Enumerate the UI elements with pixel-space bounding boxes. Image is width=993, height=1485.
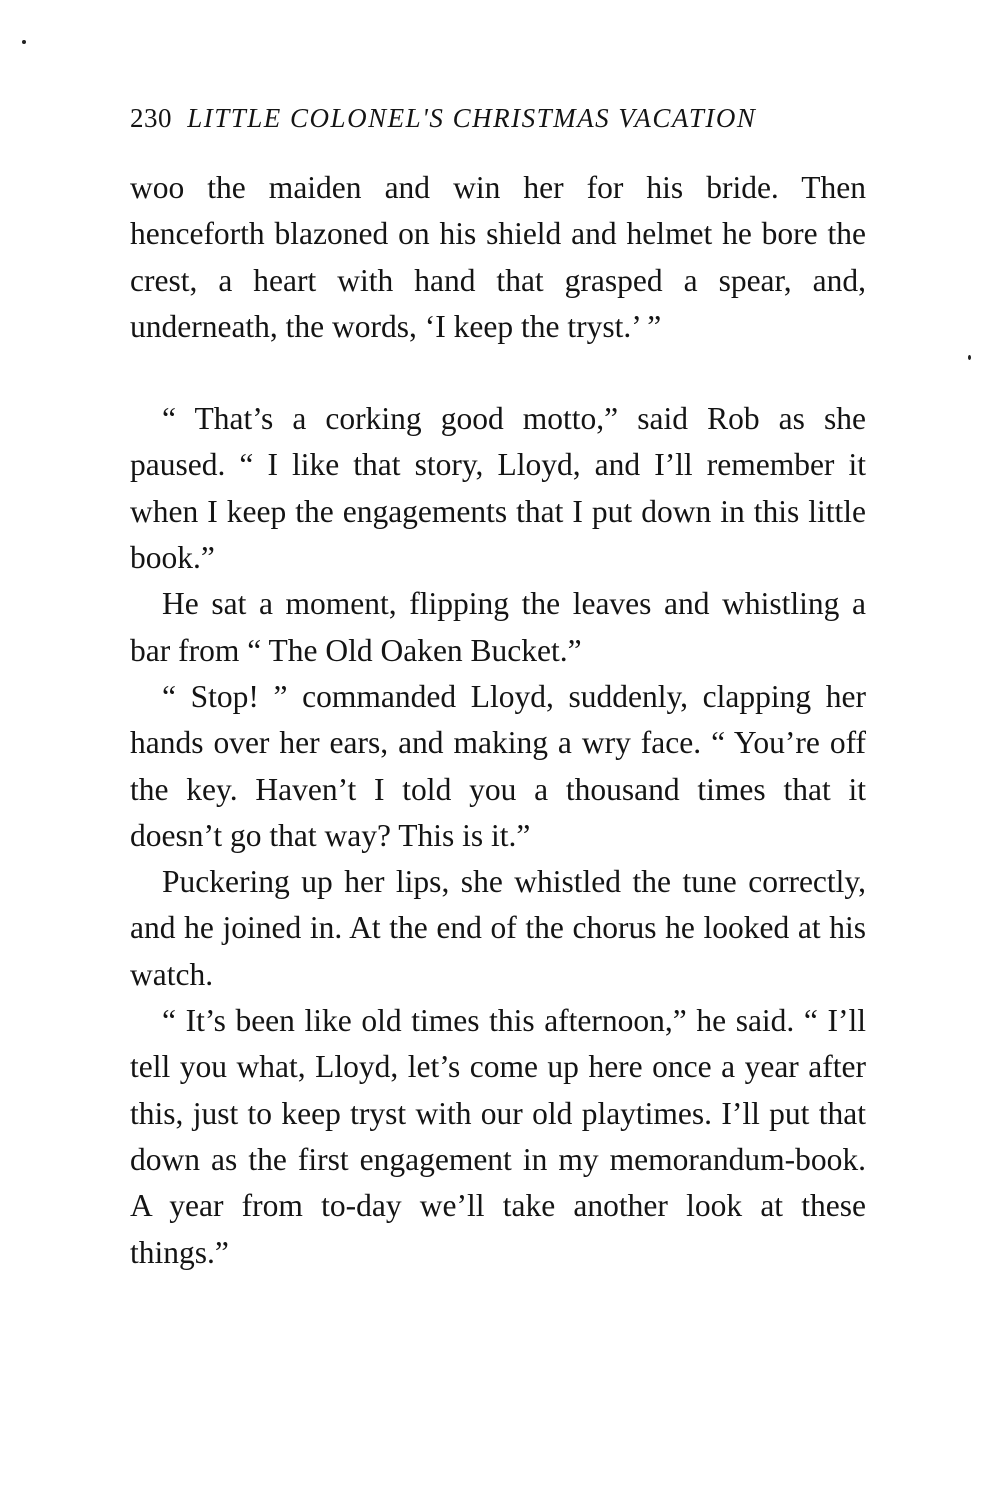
- scan-speck: [968, 355, 971, 360]
- body-text: [130, 165, 866, 1276]
- scan-speck: [22, 40, 26, 44]
- page-number: 230: [130, 103, 172, 133]
- paragraph: Puckering up her lips, she whistled the tune correctly, and he joined in. At the end of the chorus he looked at his watch.: [130, 864, 866, 992]
- running-title: LITTLE COLONEL'S CHRISTMAS VACATION: [187, 103, 757, 133]
- paragraph: “ That’s a corking good motto,” said Rob as she paused. “ I like that story, Lloyd, and I’ll remember it when I keep the engagements that I put down in this little book.”: [130, 401, 866, 576]
- paragraph: “ It’s been like old times this afternoon,” he said. “ I’ll tell you what, Lloyd, let’s come up here once a year after this, just to keep tryst with our old playtimes. I’ll put that down as the first engagement in my memorandum-book. A year from to-day we’ll take another look at these things.”: [130, 1003, 866, 1270]
- running-header: [130, 103, 756, 134]
- paragraph: “ Stop! ” commanded Lloyd, suddenly, clapping her hands over her ears, and making a wry face. “ You’re off the key. Haven’t I told you a thousand times that it doesn’t go that way? This is it.”: [130, 678, 866, 853]
- paragraph: woo the maiden and win her for his bride. Then henceforth blazoned on his shield and helmet he bore the crest, a heart with hand that grasped a spear, and, underneath, the words, ‘I keep the tryst.’ ”: [130, 170, 866, 344]
- paragraph: He sat a moment, flipping the leaves and whistling a bar from “ The Old Oaken Bucket.”: [130, 586, 866, 668]
